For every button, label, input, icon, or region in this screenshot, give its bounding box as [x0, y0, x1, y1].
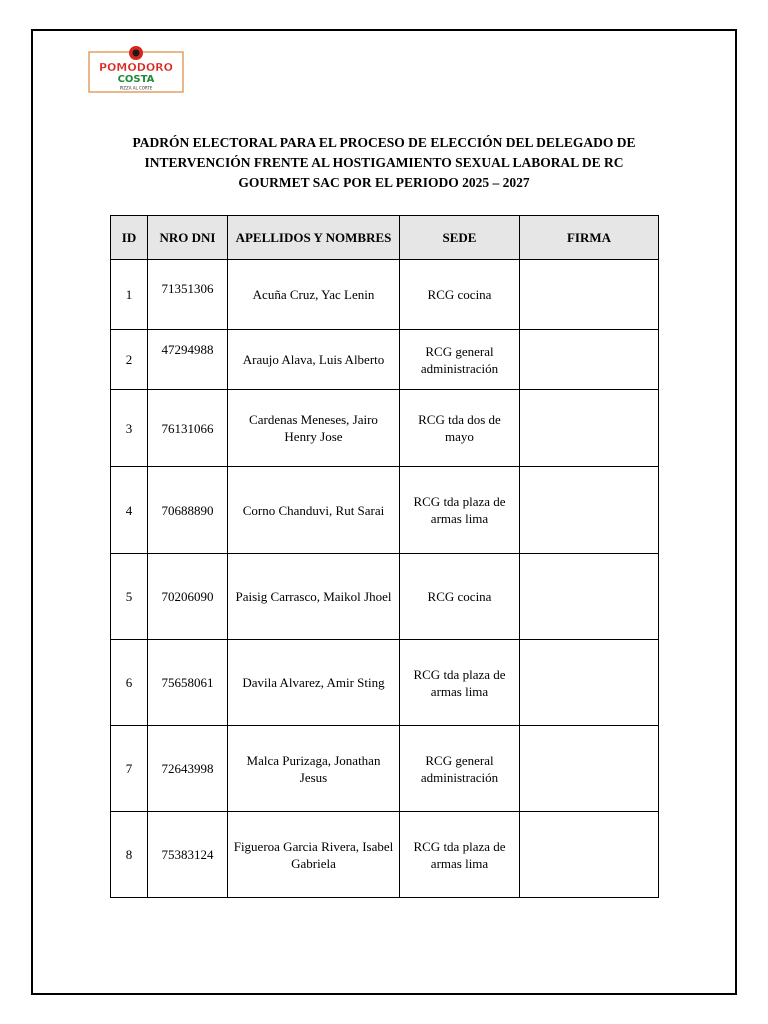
cell-names: Acuña Cruz, Yac Lenin: [228, 260, 400, 330]
cell-firma: [520, 467, 659, 554]
cell-sede: RCG tda dos de mayo: [400, 390, 520, 467]
cell-id: 6: [111, 640, 148, 726]
table-row: [111, 390, 659, 467]
cell-dni: 70688890: [148, 467, 228, 554]
cell-firma: [520, 260, 659, 330]
cell-firma: [520, 390, 659, 467]
table-row: [111, 330, 659, 390]
document-title: [100, 133, 668, 193]
cell-names: Araujo Alava, Luis Alberto: [228, 330, 400, 390]
cell-sede: RCG cocina: [400, 260, 520, 330]
dni-value: 47294988: [161, 342, 214, 357]
cell-id: 2: [111, 330, 148, 390]
cell-names: Malca Purizaga, Jonathan Jesus: [228, 726, 400, 812]
svg-text:PIZZA AL CORTE: PIZZA AL CORTE: [119, 85, 153, 91]
title-line-1: PADRÓN ELECTORAL PARA EL PROCESO DE ELECCIÓN DEL DELEGADO DE: [132, 135, 636, 150]
cell-names: Figueroa Garcia Rivera, Isabel Gabriela: [228, 812, 400, 898]
cell-sede: RCG tda plaza de armas lima: [400, 812, 520, 898]
cell-sede: RCG tda plaza de armas lima: [400, 640, 520, 726]
header-dni: NRO DNI: [148, 216, 228, 260]
title-line-2: INTERVENCIÓN FRENTE AL HOSTIGAMIENTO SEXUAL LABORAL DE RC: [144, 155, 624, 170]
cell-dni: 75383124: [148, 812, 228, 898]
cell-id: 7: [111, 726, 148, 812]
title-line-3: GOURMET SAC POR EL PERIODO 2025 – 2027: [238, 175, 530, 190]
cell-firma: [520, 640, 659, 726]
pomodoro-costa-logo-icon: [88, 44, 184, 94]
cell-firma: [520, 330, 659, 390]
svg-text:COSTA: COSTA: [117, 74, 155, 85]
cell-firma: [520, 554, 659, 640]
table-row: [111, 640, 659, 726]
cell-sede: RCG cocina: [400, 554, 520, 640]
cell-id: 8: [111, 812, 148, 898]
cell-id: 4: [111, 467, 148, 554]
cell-names: Cardenas Meneses, Jairo Henry Jose: [228, 390, 400, 467]
electoral-roster-table: [110, 215, 659, 898]
cell-dni: 75658061: [148, 640, 228, 726]
table-row: [111, 726, 659, 812]
cell-firma: [520, 812, 659, 898]
header-firma: FIRMA: [520, 216, 659, 260]
cell-id: 3: [111, 390, 148, 467]
cell-dni: [148, 330, 228, 390]
cell-sede: RCG tda plaza de armas lima: [400, 467, 520, 554]
cell-dni: 72643998: [148, 726, 228, 812]
cell-sede: RCG general administración: [400, 726, 520, 812]
cell-dni: 76131066: [148, 390, 228, 467]
cell-dni: [148, 260, 228, 330]
header-names: APELLIDOS Y NOMBRES: [228, 216, 400, 260]
table-row: [111, 554, 659, 640]
header-sede: SEDE: [400, 216, 520, 260]
table-row: [111, 260, 659, 330]
header-id: ID: [111, 216, 148, 260]
table-row: [111, 467, 659, 554]
cell-id: 5: [111, 554, 148, 640]
cell-names: Davila Alvarez, Amir Sting: [228, 640, 400, 726]
company-logo: [88, 44, 184, 94]
dni-value: 71351306: [161, 281, 214, 296]
cell-id: 1: [111, 260, 148, 330]
cell-dni: 70206090: [148, 554, 228, 640]
svg-text:POMODORO: POMODORO: [98, 61, 174, 74]
cell-names: Corno Chanduvi, Rut Sarai: [228, 467, 400, 554]
cell-names: Paisig Carrasco, Maikol Jhoel: [228, 554, 400, 640]
table-row: [111, 812, 659, 898]
cell-firma: [520, 726, 659, 812]
table-header-row: [111, 216, 659, 260]
cell-sede: RCG general administración: [400, 330, 520, 390]
